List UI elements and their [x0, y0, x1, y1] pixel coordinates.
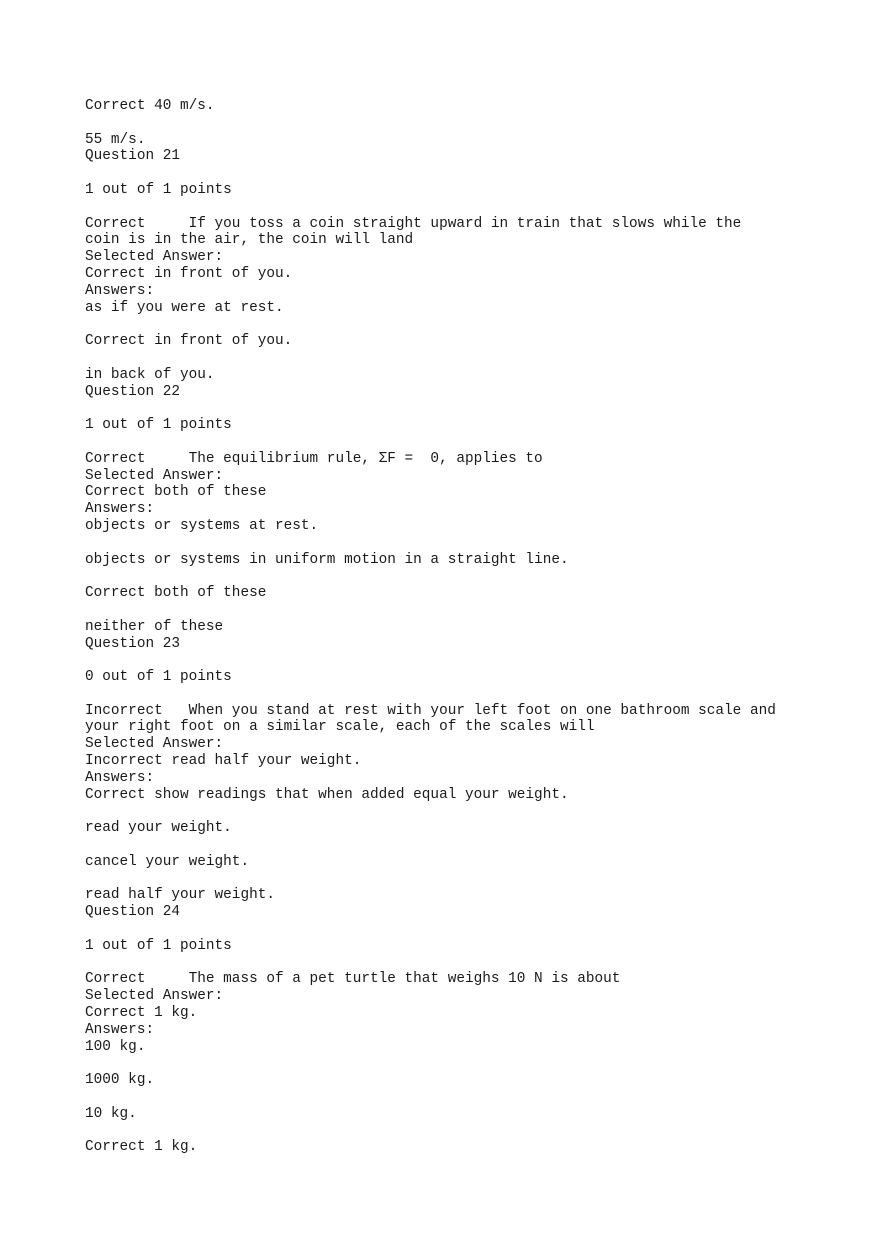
question-heading: Question 23: [85, 635, 180, 652]
answer-line: Correct 40 m/s.: [85, 98, 215, 114]
question-text: your right foot on a similar scale, each of the scales will: [85, 719, 595, 736]
selected-answer-value: Incorrect read half your weight.: [85, 753, 362, 770]
question-heading: Question 24: [85, 904, 180, 921]
question-text: Incorrect When you stand at rest with your left foot on one bathroom scale and: [85, 702, 776, 719]
blank-line: [85, 568, 805, 585]
answer-line: objects or systems in uniform motion in a straight line.: [85, 551, 569, 568]
blank-line: [85, 803, 805, 820]
blank-line: [85, 1123, 805, 1140]
selected-answer-value: Correct 1 kg.: [85, 1005, 198, 1022]
answers-label: Answers:: [85, 769, 155, 786]
blank-line: [85, 955, 805, 972]
answer-line: 55 m/s.: [85, 131, 146, 148]
points-line: 0 out of 1 points: [85, 669, 232, 686]
answers-label: Answers:: [85, 1021, 155, 1038]
blank-line: [85, 316, 805, 333]
answer-line: 1000 kg.: [85, 1072, 155, 1089]
selected-answer-label: Selected Answer:: [85, 988, 224, 1005]
document-page: [85, 98, 805, 1156]
question-text: coin is in the air, the coin will land: [85, 232, 414, 249]
selected-answer-value: Correct both of these: [85, 484, 267, 501]
answer-line: Correct 1 kg.: [85, 1139, 198, 1156]
blank-line: [85, 921, 805, 938]
answer-line: cancel your weight.: [85, 853, 250, 870]
answer-line: objects or systems at rest.: [85, 517, 319, 534]
blank-line: [85, 871, 805, 888]
question-heading: Question 21: [85, 148, 180, 165]
answer-line: read half your weight.: [85, 887, 275, 904]
blank-line: [85, 602, 805, 619]
selected-answer-label: Selected Answer:: [85, 467, 224, 484]
blank-line: [85, 434, 805, 451]
blank-line: [85, 1055, 805, 1072]
blank-line: [85, 199, 805, 216]
blank-line: [85, 400, 805, 417]
answers-label: Answers:: [85, 501, 155, 518]
selected-answer-value: Correct in front of you.: [85, 265, 293, 282]
answer-line: Correct in front of you.: [85, 333, 293, 350]
blank-line: [85, 115, 805, 132]
points-line: 1 out of 1 points: [85, 181, 232, 198]
blank-line: [85, 350, 805, 367]
blank-line: [85, 165, 805, 182]
blank-line: [85, 1089, 805, 1106]
selected-answer-label: Selected Answer:: [85, 249, 224, 266]
points-line: 1 out of 1 points: [85, 417, 232, 434]
question-text: Correct The mass of a pet turtle that weighs 10 N is about: [85, 971, 621, 988]
answer-line: Correct show readings that when added equal your weight.: [85, 786, 569, 803]
answer-line: as if you were at rest.: [85, 299, 284, 316]
answer-line: read your weight.: [85, 820, 232, 837]
question-text: Correct The equilibrium rule, ΣF = 0, applies to: [85, 450, 543, 467]
blank-line: [85, 837, 805, 854]
blank-line: [85, 652, 805, 669]
answer-line: 100 kg.: [85, 1038, 146, 1055]
points-line: 1 out of 1 points: [85, 937, 232, 954]
blank-line: [85, 686, 805, 703]
blank-line: [85, 535, 805, 552]
answer-line: neither of these: [85, 618, 224, 635]
selected-answer-label: Selected Answer:: [85, 736, 224, 753]
answers-label: Answers:: [85, 282, 155, 299]
question-heading: Question 22: [85, 383, 180, 400]
answer-line: in back of you.: [85, 366, 215, 383]
answer-line: Correct both of these: [85, 585, 267, 602]
question-text: Correct If you toss a coin straight upward in train that slows while the: [85, 215, 742, 232]
answer-line: 10 kg.: [85, 1105, 137, 1122]
